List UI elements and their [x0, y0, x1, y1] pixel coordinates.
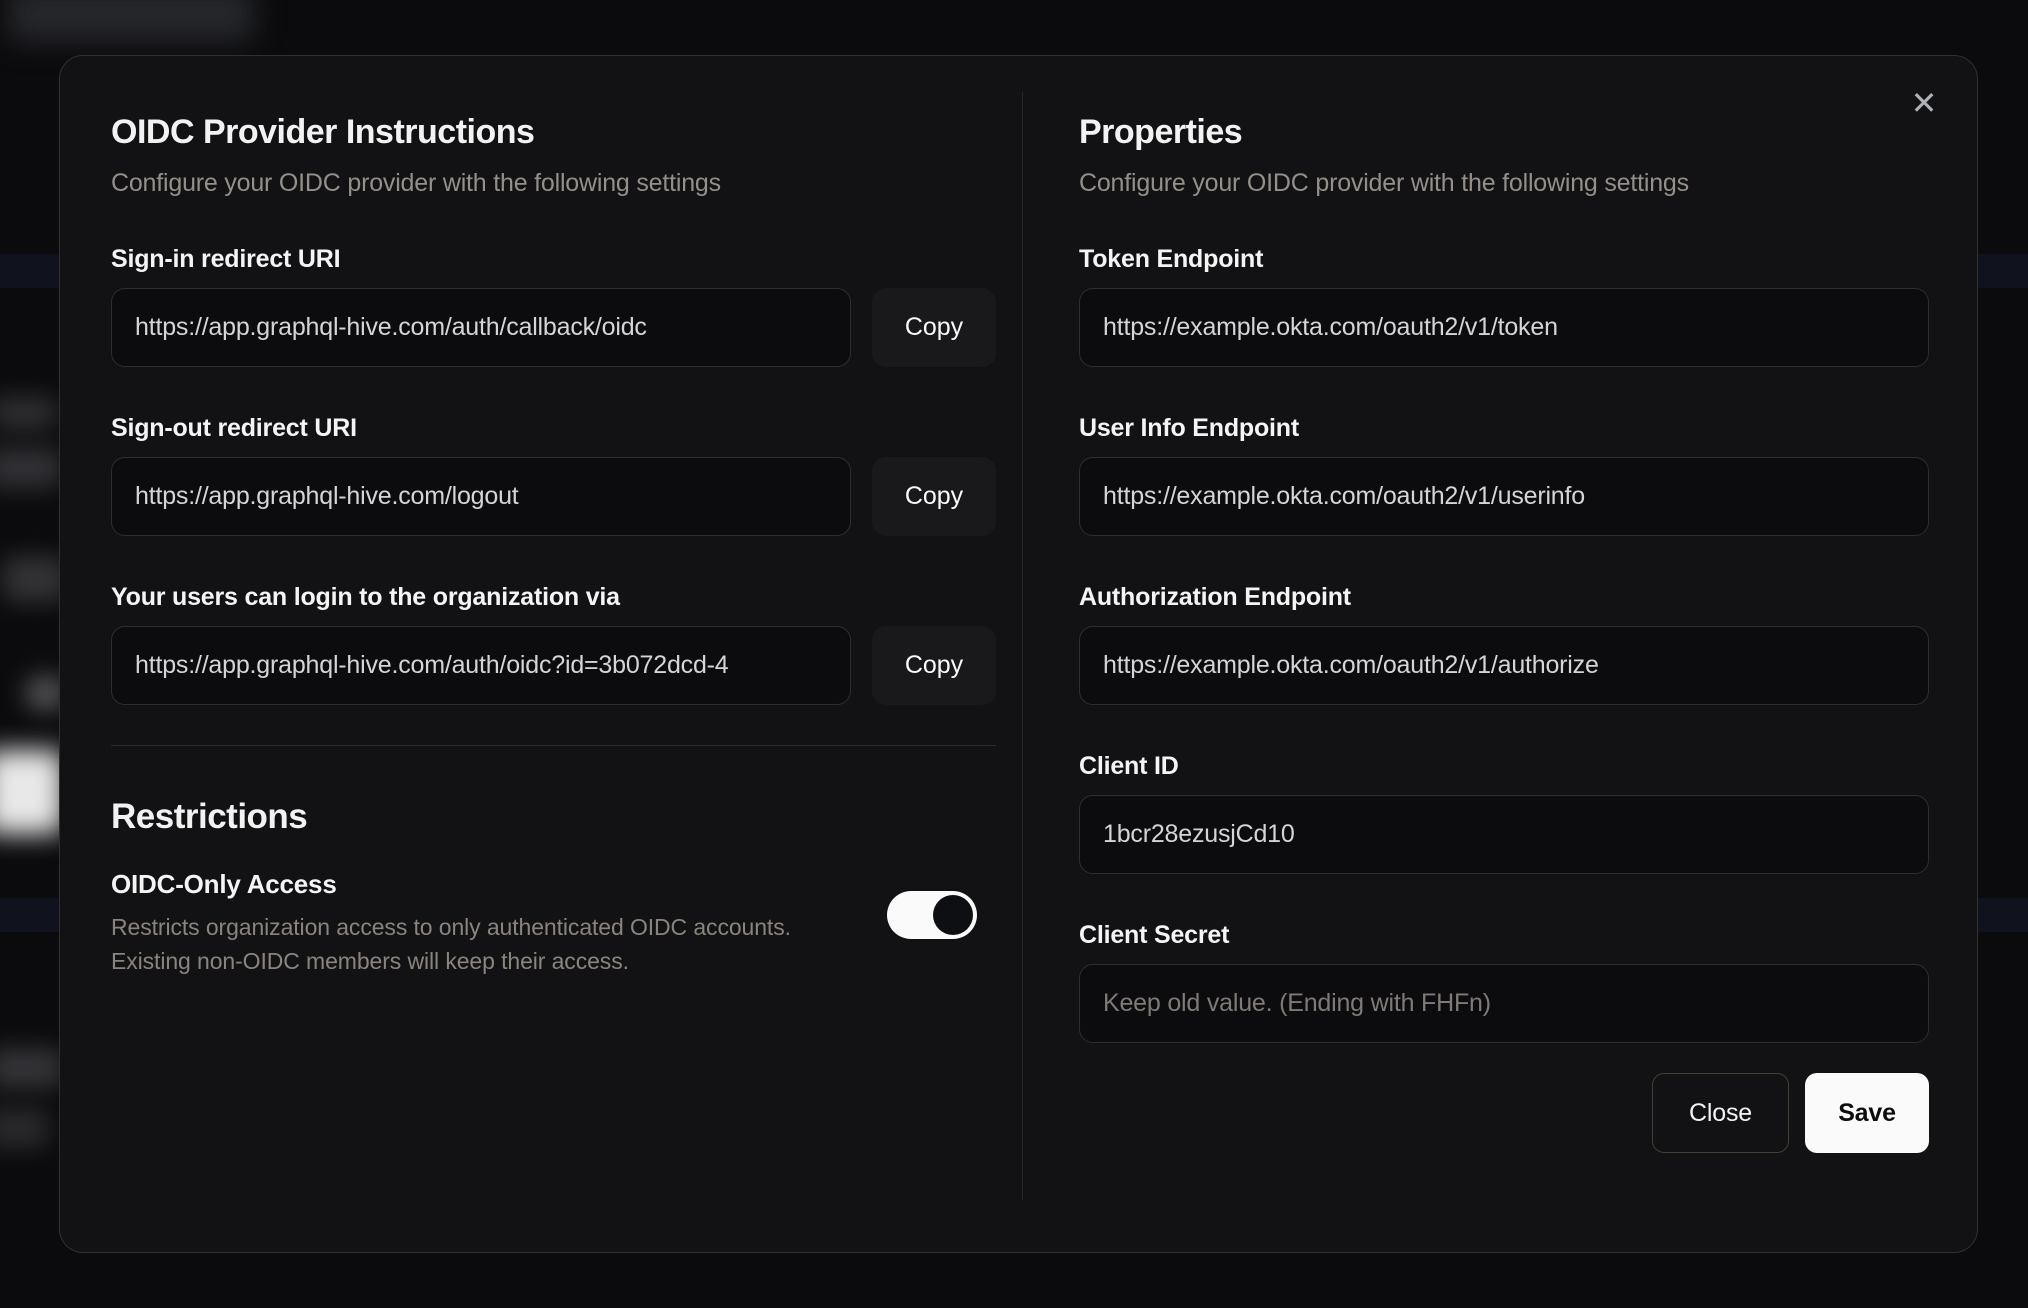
- sign-in-redirect-input[interactable]: [111, 288, 851, 367]
- organization-login-field: [111, 583, 996, 705]
- restrictions-title: Restrictions: [111, 797, 308, 836]
- toggle-thumb: [933, 895, 973, 935]
- background-blur-blob: [0, 1108, 50, 1148]
- properties-title: Properties: [1079, 113, 1243, 151]
- sign-out-redirect-input[interactable]: [111, 457, 851, 536]
- background-blur-blob: [0, 448, 62, 488]
- sign-out-redirect-label: Sign-out redirect URI: [111, 414, 357, 442]
- token-endpoint-label: Token Endpoint: [1079, 245, 1264, 273]
- background-blur-blob: [0, 750, 64, 834]
- sign-in-redirect-field: [111, 245, 996, 367]
- client-id-input[interactable]: [1079, 795, 1929, 874]
- authorization-endpoint-field: [1079, 583, 1929, 705]
- oidc-instructions-panel: [111, 113, 996, 978]
- close-button[interactable]: Close: [1652, 1073, 1789, 1153]
- oidc-only-access-toggle[interactable]: [887, 891, 977, 939]
- background-blur-blob: [8, 0, 254, 42]
- background-blur-blob: [0, 396, 58, 430]
- organization-login-input[interactable]: [111, 626, 851, 705]
- close-icon[interactable]: ✕: [1903, 82, 1945, 124]
- copy-sign-out-button[interactable]: Copy: [872, 457, 996, 536]
- section-divider: [111, 745, 996, 746]
- organization-login-label: Your users can login to the organization via: [111, 583, 620, 611]
- user-info-endpoint-input[interactable]: [1079, 457, 1929, 536]
- token-endpoint-input[interactable]: [1079, 288, 1929, 367]
- oidc-only-access-label: OIDC-Only Access: [111, 869, 337, 899]
- column-divider: [1022, 92, 1023, 1200]
- copy-sign-in-button[interactable]: Copy: [872, 288, 996, 367]
- client-secret-input[interactable]: [1079, 964, 1929, 1043]
- instructions-title: OIDC Provider Instructions: [111, 113, 535, 151]
- client-secret-label: Client Secret: [1079, 921, 1230, 949]
- token-endpoint-field: [1079, 245, 1929, 367]
- user-info-endpoint-label: User Info Endpoint: [1079, 414, 1299, 442]
- client-id-field: [1079, 752, 1929, 874]
- client-secret-field: [1079, 921, 1929, 1043]
- oidc-settings-dialog: [59, 55, 1978, 1253]
- dialog-actions: [1079, 1073, 1929, 1153]
- properties-panel: [1079, 113, 1929, 1153]
- oidc-only-access-description: [111, 910, 791, 978]
- sign-out-redirect-field: [111, 414, 996, 536]
- save-button[interactable]: Save: [1805, 1073, 1929, 1153]
- authorization-endpoint-label: Authorization Endpoint: [1079, 583, 1351, 611]
- description-line-1: Restricts organization access to only authenticated OIDC accounts.: [111, 914, 791, 940]
- instructions-subtitle: Configure your OIDC provider with the following settings: [111, 169, 721, 197]
- background-blur-blob: [0, 1048, 64, 1088]
- properties-subtitle: Configure your OIDC provider with the following settings: [1079, 169, 1689, 197]
- oidc-only-access-row: [111, 869, 996, 978]
- user-info-endpoint-field: [1079, 414, 1929, 536]
- description-line-2: Existing non-OIDC members will keep their access.: [111, 948, 629, 974]
- sign-in-redirect-label: Sign-in redirect URI: [111, 245, 341, 273]
- client-id-label: Client ID: [1079, 752, 1179, 780]
- authorization-endpoint-input[interactable]: [1079, 626, 1929, 705]
- copy-organization-login-button[interactable]: Copy: [872, 626, 996, 705]
